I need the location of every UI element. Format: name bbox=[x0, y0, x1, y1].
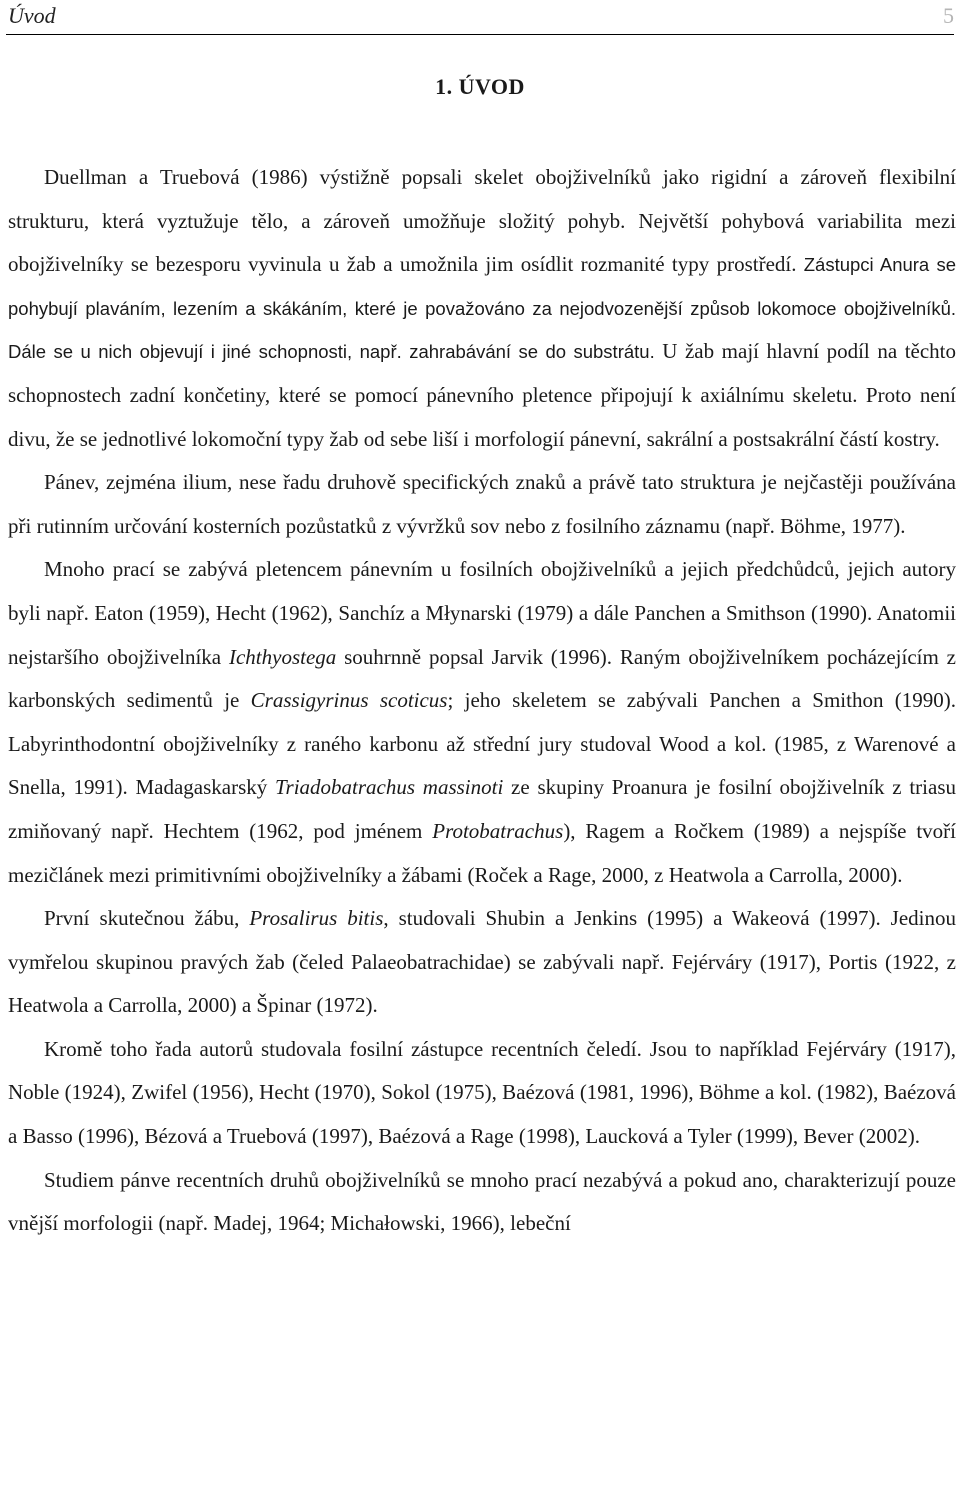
paragraph-5: Kromě toho řada autorů studovala fosilní zástupce recentních čeledí. Jsou to například Fejérváry (1917), Noble (1924), Zwifel (1956), Hecht (1970), Sokol (1975), Baézová (1981, 1996), Böhme a kol. (1982), Baézová a Basso (1996), Bézová a Truebová (1997), Baézová a Rage (1998), Laucková a Tyler (1999), Bever (2002). bbox=[8, 1036, 956, 1149]
paragraph-3 bbox=[8, 548, 956, 897]
paragraph-1-part-c: U žab mají hlavní podíl na těchto schopnostech zadní končetiny, které se pomocí pánevního pletence připojují k axiálnímu skeletu. bbox=[8, 339, 957, 407]
body-text bbox=[8, 156, 956, 1246]
genus-protobatrachus: Protobatrachus bbox=[432, 818, 564, 843]
header-section-title: Úvod bbox=[8, 3, 56, 28]
paragraph-1 bbox=[8, 156, 956, 461]
paragraph-6: Studiem pánve recentních druhů obojživelníků se mnoho prací nezabývá a pokud ano, charakterizují pouze vnější morfologii (např. Madej, 1964; Michałowski, 1966), lebeční bbox=[8, 1167, 956, 1236]
paragraph-3-text-3: ; jeho skeletem se zabývali Panchen a Smithon (1990). Labyrinthodontní obojživelníky z raného karbonu až střední jury studoval Wood a kol. (1985, z Warenové a Snella, 1991). Madagaskarský bbox=[8, 688, 956, 800]
paragraph-4-text-2: , studovali Shubin a Jenkins (1995) a Wakeová (1997). Jedinou vymřelou skupinou pravých žab (čeled Palaeobatrachidae) se zabývali např. Fejérváry (1917), Portis (1922, z Heatwola a Carrolla, 2000) a Špinar (1972). bbox=[8, 906, 956, 1018]
species-prosalirus: Prosalirus bitis bbox=[249, 906, 384, 931]
paragraph-1-part-d: Proto není divu, že se jednotlivé lokomoční typy žab od sebe liší i morfologií pánevní, sakrální a postsakrální částí kostry. bbox=[8, 382, 956, 451]
paragraph-2: Pánev, zejména ilium, nese řadu druhově specifických znaků a právě tato struktura je nejčastěji používána při rutinním určování kosterních pozůstatků z vývržků sov nebo z fosilního záznamu (např. Böhme, 1977). bbox=[8, 470, 956, 538]
species-triadobatrachus: Triadobatrachus massinoti bbox=[275, 775, 504, 800]
paragraph-3-text-2: souhrnně popsal Jarvik (1996). Raným obojživelníkem pocházejícím z karbonských sedimentů je bbox=[8, 644, 956, 713]
paragraph-3-text-1: Mnoho prací se zabývá pletencem pánevním u fosilních obojživelníků a jejich předchůdců, jejich autory byli např. Eaton (1959), Hecht (1962), Sanchíz a Młynarski (1979) a dále Panchen a Smithson (1990). Anatomii nejstaršího obojživelníka bbox=[8, 557, 956, 669]
paragraph-1-part-b: Zástupci Anura se pohybují plaváním, lezením a skákáním, které je považováno za nejodvozenější způsob lokomoce obojživelníků. Dále se u nich objevují i jiné schopnosti, např. zahrabávání se do substrátu. bbox=[8, 254, 956, 363]
chapter-title: 1. ÚVOD bbox=[435, 74, 525, 99]
header-page-number: 5 bbox=[943, 3, 954, 28]
paragraph-4-text-1: První skutečnou žábu, bbox=[44, 906, 250, 931]
paragraph-3-text-5: ), Ragem a Ročkem (1989) a nejspíše tvoří mezičlánek mezi primitivními obojživelníky a žábami (Roček a Rage, 2000, z Heatwola a Carrolla, 2000). bbox=[8, 818, 957, 887]
running-header bbox=[6, 0, 954, 35]
species-ichthyostega: Ichthyostega bbox=[228, 644, 337, 669]
species-crassigyrinus: Crassigyrinus scoticus bbox=[250, 688, 448, 713]
paragraph-4 bbox=[8, 897, 956, 1028]
paragraph-1-part-a: Duellman a Truebová (1986) výstižně popsali skelet obojživelníků jako rigidní a zároveň flexibilní strukturu, která vyztužuje tělo, a zároveň umožňuje složitý pohyb. Největší pohybová variabilita mezi obojživelníky se bezesporu vyvinula u žab a umožnila jim osídlit rozmanité typy prostředí. bbox=[8, 165, 956, 277]
paragraph-3-text-4: ze skupiny Proanura je fosilní obojživelník z triasu zmiňovaný např. Hechtem (1962, pod jménem bbox=[8, 775, 956, 843]
